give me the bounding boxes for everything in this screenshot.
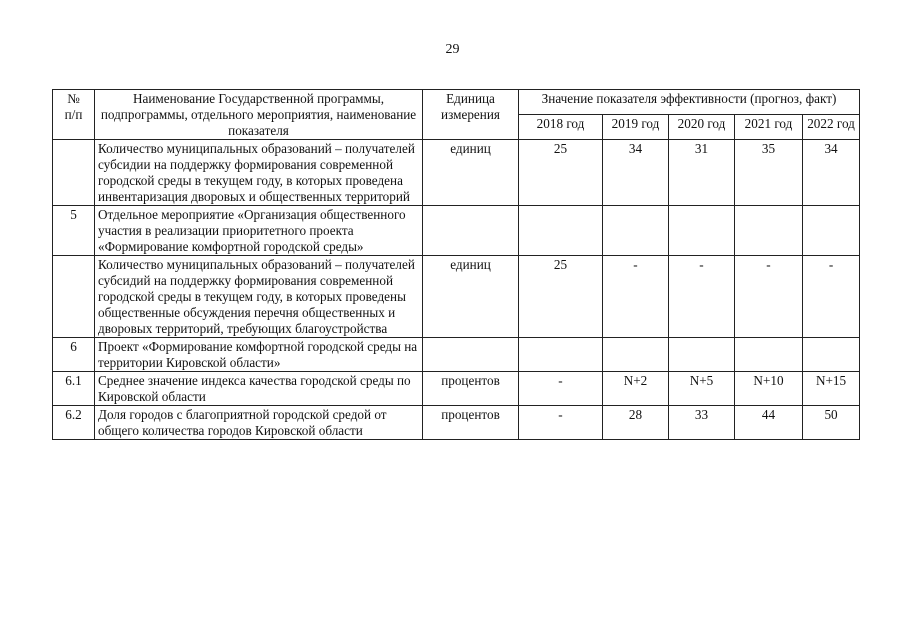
indicators-table [52, 89, 860, 440]
row-value: N+15 [803, 372, 860, 406]
header-unit: Единица измерения [423, 90, 519, 140]
row-value: 25 [519, 256, 603, 338]
table-row [53, 406, 860, 440]
row-value: - [803, 256, 860, 338]
row-value: N+5 [669, 372, 735, 406]
row-num [53, 256, 95, 338]
row-value: - [735, 256, 803, 338]
row-unit: единиц [423, 140, 519, 206]
row-value [669, 206, 735, 256]
row-value: - [603, 256, 669, 338]
row-value [603, 338, 669, 372]
row-value [803, 206, 860, 256]
header-row [53, 90, 860, 115]
row-num: 6.2 [53, 406, 95, 440]
row-value: 34 [603, 140, 669, 206]
row-value: 50 [803, 406, 860, 440]
row-value: 34 [803, 140, 860, 206]
row-name: Количество муниципальных образований – получателей субсидии на поддержку формирования современной городской среды в текущем году, в которых проведена инвентаризация дворовых и общественных территорий [95, 140, 423, 206]
row-unit [423, 338, 519, 372]
header-num: № п/п [53, 90, 95, 140]
row-value: 44 [735, 406, 803, 440]
row-num: 6.1 [53, 372, 95, 406]
table-row [53, 338, 860, 372]
row-unit: процентов [423, 372, 519, 406]
row-num: 5 [53, 206, 95, 256]
row-value: 33 [669, 406, 735, 440]
table-row [53, 140, 860, 206]
row-value [519, 206, 603, 256]
table-row [53, 256, 860, 338]
row-value: 25 [519, 140, 603, 206]
row-name: Доля городов с благоприятной городской средой от общего количества городов Кировской области [95, 406, 423, 440]
row-value [735, 206, 803, 256]
header-year: 2022 год [803, 115, 860, 140]
row-num: 6 [53, 338, 95, 372]
row-value: 35 [735, 140, 803, 206]
row-name: Среднее значение индекса качества городской среды по Кировской области [95, 372, 423, 406]
row-name: Отдельное мероприятие «Организация общественного участия в реализации приоритетного проекта «Формирование комфортной городской среды» [95, 206, 423, 256]
row-num [53, 140, 95, 206]
row-value: - [519, 406, 603, 440]
row-value: 31 [669, 140, 735, 206]
row-name: Количество муниципальных образований – получателей субсидий на поддержку формирования современной городской среды в текущем году, в которых проведены общественные обсуждения перечня общественных и дворовых территорий, требующих благоустройства [95, 256, 423, 338]
row-value [669, 338, 735, 372]
row-name: Проект «Формирование комфортной городской среды на территории Кировской области» [95, 338, 423, 372]
row-value [603, 206, 669, 256]
row-value: N+10 [735, 372, 803, 406]
table-row [53, 206, 860, 256]
row-unit: процентов [423, 406, 519, 440]
header-year: 2020 год [669, 115, 735, 140]
row-value: 28 [603, 406, 669, 440]
row-unit: единиц [423, 256, 519, 338]
header-name: Наименование Государственной программы, подпрограммы, отдельного мероприятия, наименование показателя [95, 90, 423, 140]
row-unit [423, 206, 519, 256]
row-value: - [519, 372, 603, 406]
header-value: Значение показателя эффективности (прогноз, факт) [519, 90, 860, 115]
row-value [803, 338, 860, 372]
row-value: N+2 [603, 372, 669, 406]
page-number: 29 [445, 42, 460, 57]
header-year: 2018 год [519, 115, 603, 140]
row-value [735, 338, 803, 372]
header-year: 2021 год [735, 115, 803, 140]
header-year: 2019 год [603, 115, 669, 140]
row-value [519, 338, 603, 372]
table-row [53, 372, 860, 406]
row-value: - [669, 256, 735, 338]
